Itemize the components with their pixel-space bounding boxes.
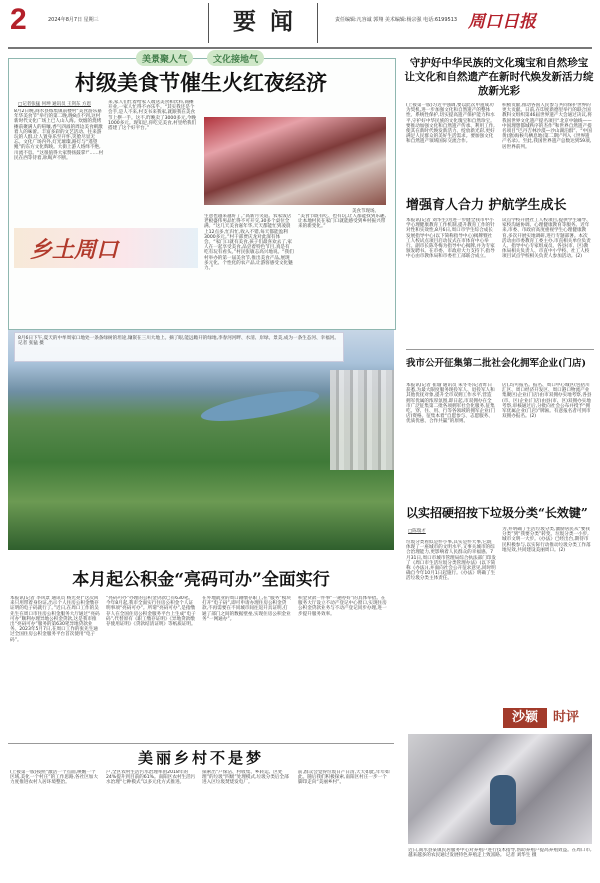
- feature-column-3: 生意也越来越好了。”高新月笑道。农家饭店老板盛伟男品忙得不可开交,30多个桌位全满。“这几天美食嘉年华,天天都能忙到凌晨上12点多,忙归忙,收入不错,每天都能盈利3000多元。”村干部贾庆龙对此深有体会。“家门口就有美食,孩子们最喜欢去了,家人在一起享受美食,品尝着特色节目,真是有吃有玩有看头。”村民张敏志高兴地说。“我们村举办的第一届美食节,推出美食产品,展现多元化、个性化的农产品,让游客感受文化魅力。”: [204, 214, 294, 272]
- garbage-headline: 以实招硬招按下垃圾分类“长效键”: [406, 506, 588, 520]
- photo-story-caption: 8月6日下午,夏天的中牟周家口地处一条条绿树的坦途,镶嵌在三川大地上。摘了眼,能远瞻开的绿地,李春河河畔、水清、岸绿、景美,成为一条生态河、幸福河。 记者 张猛 摄: [14, 332, 344, 362]
- newspaper-logo: 周口日报: [468, 12, 536, 32]
- garbage-column-1: 垃圾分类看似是件小事,其实是件大事,它既体现了一座城市的文明水平,又事关城市的综合治理能力,更影响着人民群众的幸福感。7月31日,周口市城市管理局综合执法部门印发了《周口市生活垃圾分类管理办法》(以下简称《办法》),并面向社会公开征求意见,同时明确自今年10月1日起施行。《办法》明确了生活垃圾分类主体责任。: [406, 540, 496, 582]
- section-divider: [406, 349, 594, 350]
- feature-headline: 村级美食节催生火红夜经济: [75, 70, 327, 95]
- fund-column-2: “亮码可办”办理的公积金贷款已有630笔。今年8月起,我市全面实行住房公积金个人证明事项“亮码可办”。所谓“亮码可办”,是指缴存人在全国住房公积金服务平台上生成“电子码”,代替原有《职工缴存证明》《异地贷款缴存使用证明》《贷款结清证明》等纸质证明。: [106, 596, 196, 628]
- column-banner-title: 乡土周口: [30, 237, 119, 263]
- feature-kicker: [115, 50, 285, 66]
- city-buildings: [330, 370, 394, 470]
- heart-headline: 增强育人合力 护航学生成长: [406, 198, 567, 213]
- fund-column-1: 本报讯(记者 李风景 通讯员 杨光亮)“这次回来只用带着身份证,出示个人住房公积金缴存证明的电子码就行了。”近日,在周口工作的吴先生在周口市住房公积金服务大厅通过“亮码可办”顺利办理异地公积金贷款,这是我市推出“亮码可办”服务的第630笔异地贷款业务。2023年5月7日,在周口工作的张先生通过全国住房公积金服务平台首次使用“电子码”。: [10, 596, 100, 643]
- section-divider: [8, 743, 394, 744]
- issue-date: 2024年8月7日 星期三: [48, 17, 99, 23]
- lead-column-2: 积极贡献,推动各国人民参与共同保护世界的更大贡献。日前,在印度新德里举行的联合国教科文组织第46届世界遗产大会通过决议,将我国世界文化遗产提名项目“北京中轴线——中国理想都城秩序的杰作”和世界自然遗产提名项目“巴丹吉林沙漠—沙山湖泊群”、“中国黄(渤)海候鸟栖息地(第二期)”列入《世界遗产名录》。至此,我国世界遗产总数达到59项,居世界前列。: [502, 103, 592, 150]
- feature-column-1: 8月2日晚,商水县练集镇前楼村“美食游乐嘉年华美食节”举行的第二晚,晚8点不到,这村新时代文化广场上已人山人海。炊烟的烧烤摊前聚满人的喧嚷,香气四溢的周边美食刺激着人的味蕾。丰富多彩的文艺活动、往来游玩的人群,让人置身乐至开怀,笑脸尽显无忘。文化广场内外,灯光璀璨,路灯与“遥望鲲”的东方文化辉映。大街上游人络绎不绝,川流不息。“这很值得大家赞扬鼓掌!”……村民在西等待着,吆喝声不断。: [14, 109, 104, 161]
- section-title: 要闻: [208, 3, 318, 43]
- feature-byline: □记者张猛 何坤 通讯员 王剑东 方恩: [18, 102, 91, 107]
- village-headline: 美丽乡村不是梦: [137, 749, 264, 767]
- army-column-1: 本报讯(记者 崔瑜 通讯员 朱冬冬)记者昨日获悉,为最大限度服务现役军人、退役军人和其他优抚对象,提升全市双拥工作水平,营造拥军优属的浓厚氛围,即日起,市双拥办在全市广泛征集第二批各项拥军社会化服务,征集吃、穿、住、用、行等各领域的拥军企业(门店)资格。征集本着“自愿参与、志愿服务、优质优惠、合作共赢”的原则。: [406, 383, 496, 425]
- heart-column-2: 试点学校开展社工人校项目,提供学生辅导、家校沟通协调、心理健康教育等服务。近年来,市委、市政府高度重视学生心理健康教育,多次开展实地调研,进行专题部署。本次活动由市委教育工委主办,市直相关单位负责人、指导中心专家组成员、各县(市、区)教体局相关负责人、市直中小学校、社工人校项目试点学校相关负责人参加活动。(2): [502, 218, 591, 260]
- garbage-column-2: 为,并明确了生活垃圾分类,激励居民从“要我分类”到“我要分类”转变。垃圾分类一小步,城市文明一大步。《办法》已经出台,期待市民积极参与,以实际行动推动垃圾分类工作落地见效,共同建设美丽周口。(2): [502, 527, 591, 553]
- kicker-tag: 美景聚人气: [136, 50, 193, 66]
- village-column-3: 探索出“户保洁、村收集、乡转运、区处理”的垃圾“四级”处理模式,垃圾分类后全部进入区垃圾焚烧发电厂。: [202, 770, 289, 786]
- fund-column-3: 在外地就业的周口籍缴存职工,在“服务”模块打开“电子码”,即可申请办理住房公积金贷款,不再需要在不同城市间往返开具证明,打通了部门之间的数据壁垒,实现住房公积金业务“一网通办”。: [202, 596, 291, 622]
- food-festival-photo: [204, 117, 386, 205]
- village-column-1: (上接第一版)按照“激活一个点面,唤醒一个区域,美化一个村庄”的工作思路,各社区加大力度推进农村人居环境整治。: [10, 770, 98, 786]
- editor-credits: 责任编辑:凡容诚 郭翔 美术编辑:杨宗强 电话:6199513: [335, 17, 458, 23]
- village-column-4: 前,群众会觉得垃圾日产日清,天天如此,年年如此。随后我们积极探索,南阳区村庄一步一个脚印走向“美丽乡村”。: [298, 770, 390, 786]
- commentary-label: 时评: [553, 710, 580, 725]
- masthead-rule: [8, 47, 592, 49]
- farm-photo-caption: 近日,商水县某镇民居服务中心对养殖户进行技术指导,帮助养殖户提高养殖效益。在周口市,越来越多的农民通过发展特色养殖走上致富路。 记者 刘华生 摄: [408, 848, 592, 859]
- page-number: 2: [10, 3, 27, 36]
- photo-caption: 美食节现场。: [352, 209, 379, 214]
- lead-column-1: (上接第一版)习近平强调,要以此次申遗成功为契机,进一步加强文化和自然遗产的整体性、系统性保护,切实提高遗产保护能力和水平,守护好中华民族的文化瑰宝和自然珍宝。要推动加强文化和自然遗产传承、利用工作,使其在新时代焕发新活力、绽放新光彩,更好满足人民群众的美好生活需求。要加强文化和自然遗产领域国际交流合作。: [406, 103, 495, 145]
- fund-headline: 本月起公积金“亮码可办”全面实行: [72, 570, 330, 590]
- army-column-2: 店),均可报名。报名、周口中心城区(包括川汇区、周口经济开发区、周口港口物流产业集聚区)企业(门店)由市双拥办实地考察,各县(市、区)企业(门店)由县(市、区)双拥办实地考察,审核通过后,分批向社会公布并授予“拥军优属企业(门店)”牌匾。有意报名者可到市双拥办报名。(2): [502, 383, 592, 420]
- person-figure: [490, 775, 516, 825]
- garbage-byline: □陈瑞才: [408, 529, 426, 534]
- kicker-tag: 文化接地气: [207, 50, 264, 66]
- feature-column-4: “美食节既有吃、也有玩,让人都能找到乐趣,让本地村民在家门口就能感受到乡村振兴带来的新变化。”: [298, 214, 386, 230]
- lead-headline: 守护好中华民族的文化瑰宝和自然珍宝 让文化和自然遗产在新时代焕发新活力绽放新光彩: [404, 57, 594, 97]
- commentary-badge: 沙颍: [503, 708, 547, 728]
- heart-column-1: 本报讯(记者 刘华生)为进一步健全我市中小学心理健康教育工作机制,提升教育工作的针对性和实效性,8月6日,周口市学生综合成长发展指导中心(以下简称指导中心)揭牌暨社工人校试点项目启动仪式在市体育中心举行。副市长陈冬梅为指导中心揭牌,并为专家颁发聘书。在市委、市政府大力支持下,指导中心由市教体局和市委社工部联合成立。: [406, 218, 495, 260]
- fund-column-4: 积金贷款一件事“一趟办好”的具体举措。在服务大厅设立不动产登记中心窗口,实现住房公积金贷款业务与不动产登记同步办理,进一步提升服务效率。: [298, 596, 387, 617]
- village-column-2: 户,全区农村生活污水治理率由2018年的24%提升到目前的61%。南阳区农村生活污水治理“七种模式”以多元化方式推进。: [106, 770, 196, 786]
- army-headline: 我市公开征集第二批社会化拥军企业(门店): [406, 358, 586, 369]
- feature-column-2: 来,家人们忙着给家人端送美食和饮料,商摊开业,一家人忙得不亦乐乎。“其实我还是个会手,是人不来,村支书来我家,就跟我在美食节上摆一手。这不,昨晚卖了3000多元,今晚1000多元。现知足,你吃完美食,村里给我们搭建了这个好平台。”: [108, 100, 197, 132]
